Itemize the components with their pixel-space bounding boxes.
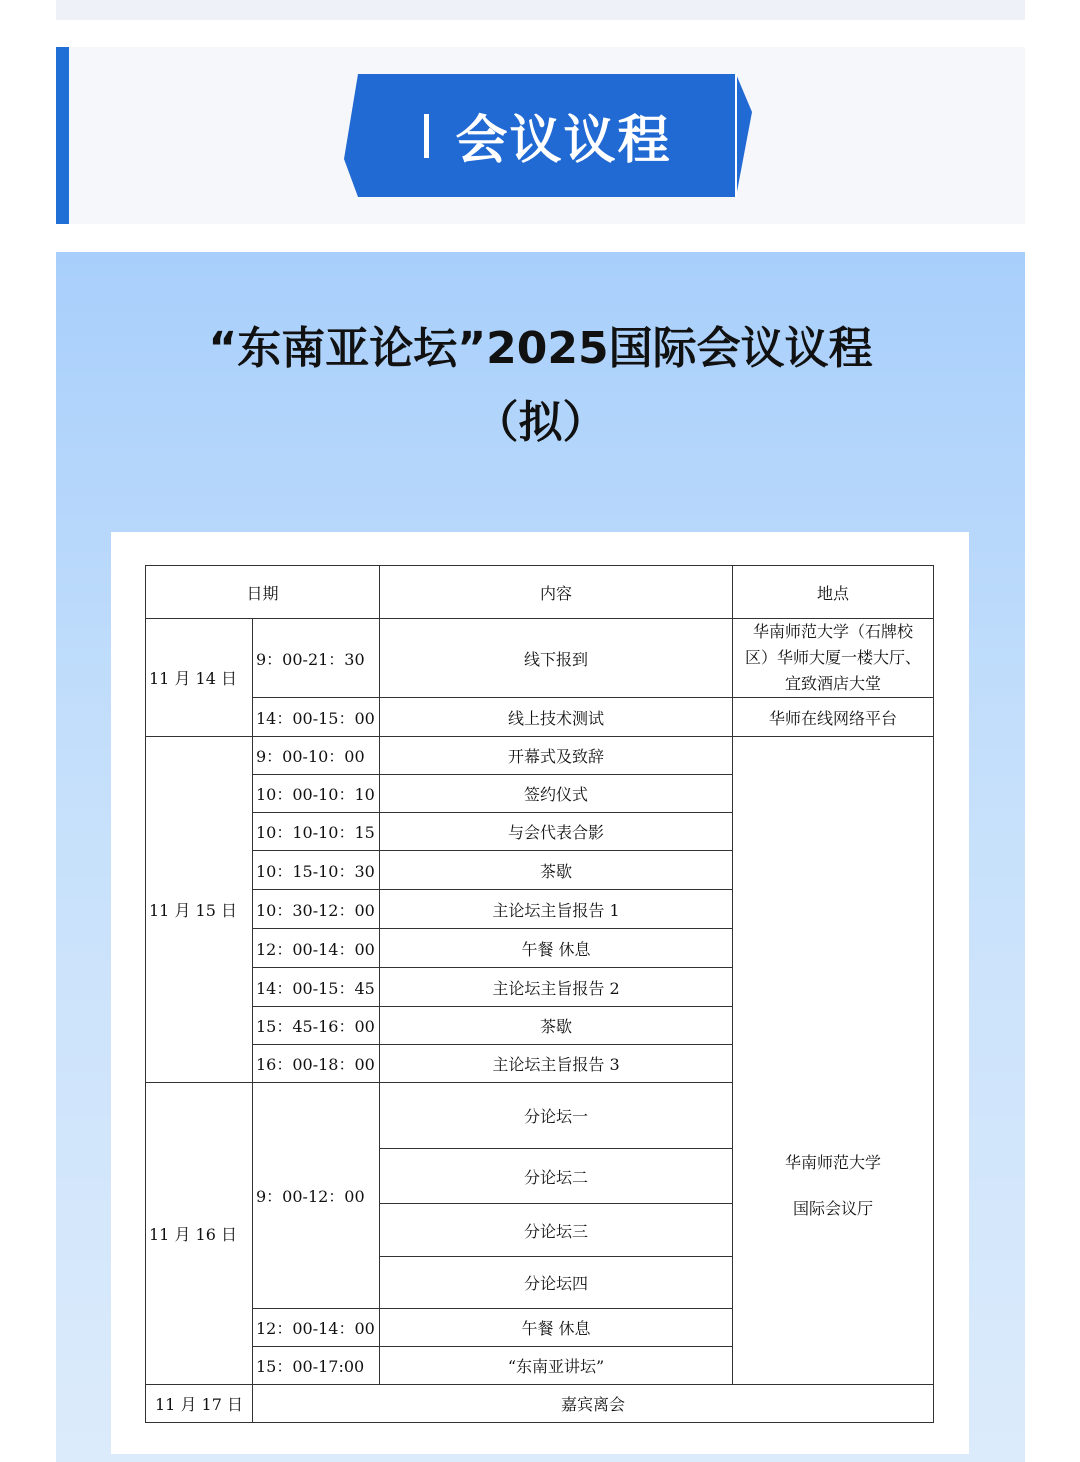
content-cell: 茶歇 <box>380 851 733 890</box>
table-header-row <box>146 566 934 619</box>
location-cell: 华师在线网络平台 <box>733 698 934 737</box>
time-cell: 10：30-12：00 <box>253 890 380 929</box>
time-cell: 15：45-16：00 <box>253 1007 380 1045</box>
content-cell: 线下报到 <box>380 619 733 698</box>
content-cell: 主论坛主旨报告 2 <box>380 968 733 1007</box>
table-row <box>146 737 934 775</box>
table-row <box>146 698 934 737</box>
content-cell: 与会代表合影 <box>380 813 733 851</box>
time-cell: 16：00-18：00 <box>253 1045 380 1083</box>
location-line: 区）华师大厦一楼大厅、 <box>745 648 922 667</box>
main-location-line1: 华南师范大学 <box>785 1152 882 1172</box>
section-title <box>344 74 752 197</box>
content-cell: 嘉宾离会 <box>253 1385 934 1423</box>
time-cell: 10：10-10：15 <box>253 813 380 851</box>
header-location: 地点 <box>733 566 934 619</box>
document-title-line2: （拟） <box>474 397 607 448</box>
content-cell: 主论坛主旨报告 1 <box>380 890 733 929</box>
content-cell: 午餐 休息 <box>380 1309 733 1347</box>
agenda-panel <box>56 252 1025 1462</box>
header-content: 内容 <box>380 566 733 619</box>
section-banner <box>344 74 752 197</box>
location-line: 宜致酒店大堂 <box>785 674 882 693</box>
content-cell: 主论坛主旨报告 3 <box>380 1045 733 1083</box>
top-strip <box>56 0 1025 20</box>
content-cell: 开幕式及致辞 <box>380 737 733 775</box>
content-cell: “东南亚讲坛” <box>380 1347 733 1385</box>
content-cell: 线上技术测试 <box>380 698 733 737</box>
content-cell: 分论坛四 <box>380 1257 733 1309</box>
document-title-line1: “东南亚论坛”2025国际会议议程 <box>208 323 873 374</box>
time-cell: 9：00-12：00 <box>253 1083 380 1309</box>
date-cell: 11 月 16 日 <box>146 1083 253 1385</box>
header-accent-bar <box>56 47 69 224</box>
date-cell: 11 月 17 日 <box>146 1385 253 1423</box>
content-cell: 签约仪式 <box>380 775 733 813</box>
content-cell: 分论坛一 <box>380 1083 733 1149</box>
title-bar-icon <box>424 114 429 158</box>
time-cell: 12：00-14：00 <box>253 1309 380 1347</box>
time-cell: 9：00-21：30 <box>253 619 380 698</box>
main-location-line2: 国际会议厅 <box>793 1198 874 1218</box>
time-cell: 14：00-15：00 <box>253 698 380 737</box>
table-row <box>146 1385 934 1423</box>
section-header <box>56 47 1025 224</box>
agenda-document <box>111 532 969 1454</box>
content-cell: 茶歇 <box>380 1007 733 1045</box>
section-title-text: 会议议程 <box>455 111 672 171</box>
location-cell <box>733 619 934 698</box>
time-cell: 12：00-14：00 <box>253 929 380 968</box>
header-date: 日期 <box>146 566 380 619</box>
time-cell: 10：15-10：30 <box>253 851 380 890</box>
date-cell: 11 月 15 日 <box>146 737 253 1083</box>
time-cell: 10：00-10：10 <box>253 775 380 813</box>
content-cell: 分论坛三 <box>380 1204 733 1257</box>
document-title <box>56 312 1025 460</box>
time-cell: 9：00-10：00 <box>253 737 380 775</box>
time-cell: 14：00-15：45 <box>253 968 380 1007</box>
content-cell: 午餐 休息 <box>380 929 733 968</box>
agenda-table <box>145 565 934 1423</box>
main-location-cell <box>733 737 934 1385</box>
date-cell: 11 月 14 日 <box>146 619 253 737</box>
content-cell: 分论坛二 <box>380 1149 733 1204</box>
time-cell: 15：00-17:00 <box>253 1347 380 1385</box>
table-row <box>146 619 934 698</box>
location-line: 华南师范大学（石牌校 <box>753 622 914 641</box>
